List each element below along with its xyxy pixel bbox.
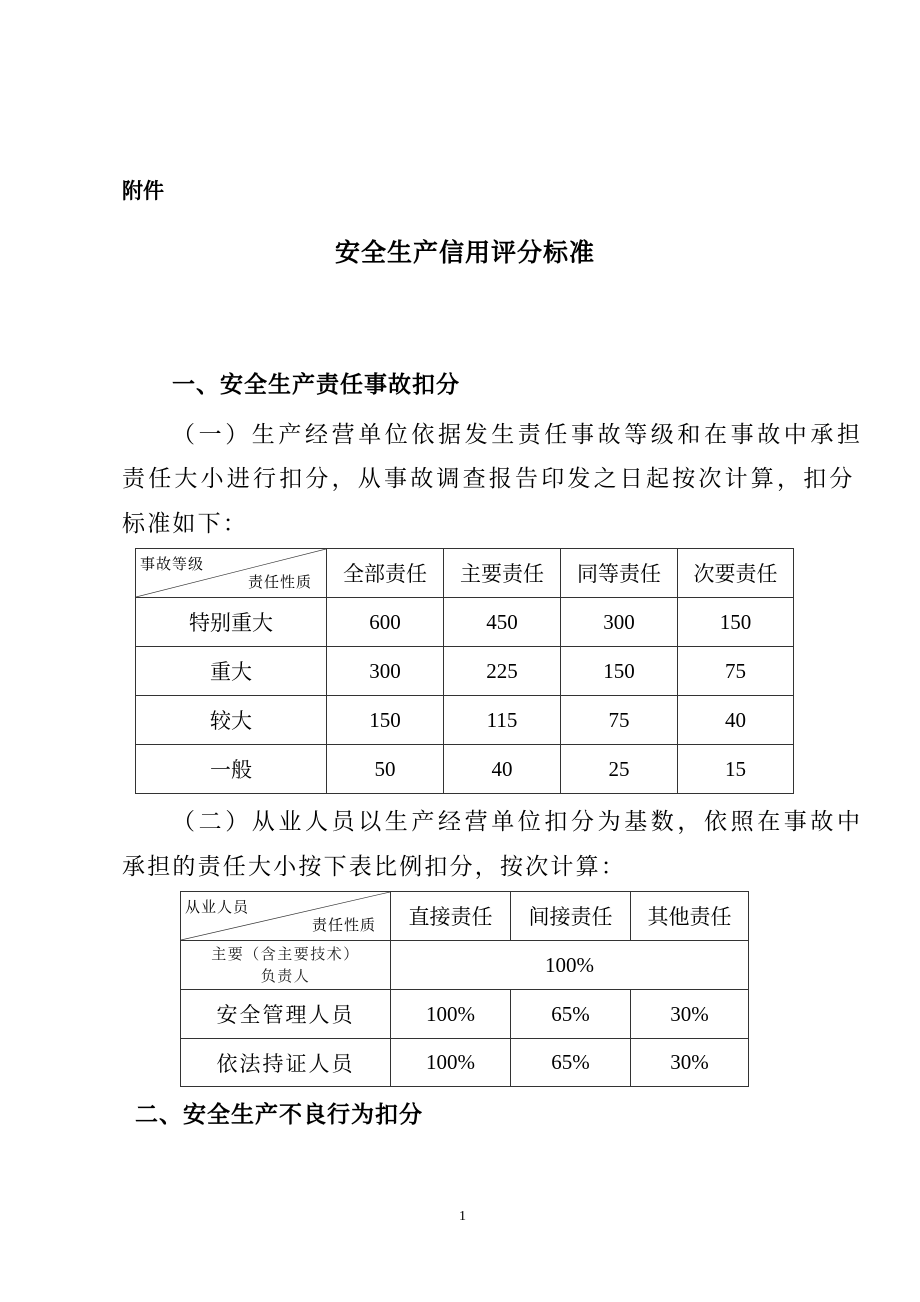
table-cell: 100% (391, 1039, 511, 1087)
merged-cell: 100% (391, 941, 749, 990)
paragraph-line: 承担的责任大小按下表比例扣分，按次计算： (122, 854, 626, 880)
row-label: 一般 (136, 745, 327, 794)
table-cell: 40 (444, 745, 561, 794)
row-axis-label: 从业人员 (185, 898, 250, 916)
personnel-ratio-table (180, 891, 749, 1087)
table-corner-header (181, 892, 391, 941)
column-axis-label: 责任性质 (247, 573, 312, 591)
column-axis-label: 责任性质 (311, 916, 376, 934)
table-cell: 30% (631, 1039, 749, 1087)
column-header: 全部责任 (327, 549, 444, 598)
accident-deduction-table (135, 548, 794, 794)
table-cell: 65% (511, 990, 631, 1039)
table-cell: 300 (561, 598, 678, 647)
table-row (181, 1039, 749, 1087)
table-cell: 115 (444, 696, 561, 745)
table-cell: 40 (678, 696, 794, 745)
table-cell: 450 (444, 598, 561, 647)
paragraph-line: 责任大小进行扣分，从事故调查报告印发之日起按次计算，扣分 (122, 466, 856, 492)
table-row (136, 696, 794, 745)
column-header: 主要责任 (444, 549, 561, 598)
column-header: 直接责任 (391, 892, 511, 941)
table-cell: 150 (561, 647, 678, 696)
row-label (181, 941, 391, 990)
table-cell: 30% (631, 990, 749, 1039)
table-row (136, 647, 794, 696)
paragraph-line: （一）生产经营单位依据发生责任事故等级和在事故中承担 (172, 422, 864, 448)
row-label-line: 负责人 (260, 967, 311, 985)
table-cell: 600 (327, 598, 444, 647)
page-title: 安全生产信用评分标准 (334, 238, 595, 267)
row-label: 依法持证人员 (181, 1039, 391, 1087)
row-label: 重大 (136, 647, 327, 696)
table-cell: 65% (511, 1039, 631, 1087)
row-label: 安全管理人员 (181, 990, 391, 1039)
row-label-line: 主要（含主要技术） (211, 945, 360, 963)
column-header: 同等责任 (561, 549, 678, 598)
paragraph-line: （二）从业人员以生产经营单位扣分为基数，依照在事故中 (172, 809, 864, 835)
table-cell: 100% (391, 990, 511, 1039)
table-cell: 75 (678, 647, 794, 696)
table-row (181, 941, 749, 990)
attachment-label: 附件 (122, 179, 164, 203)
table-cell: 25 (561, 745, 678, 794)
row-label: 特别重大 (136, 598, 327, 647)
table-row (136, 598, 794, 647)
row-label: 较大 (136, 696, 327, 745)
section1-heading: 一、安全生产责任事故扣分 (172, 372, 460, 398)
paragraph-line: 标准如下： (122, 511, 248, 537)
column-header: 次要责任 (678, 549, 794, 598)
table-row (181, 990, 749, 1039)
table-cell: 15 (678, 745, 794, 794)
section2-heading: 二、安全生产不良行为扣分 (135, 1102, 423, 1128)
table-cell: 225 (444, 647, 561, 696)
table-cell: 150 (678, 598, 794, 647)
table-cell: 50 (327, 745, 444, 794)
table-cell: 300 (327, 647, 444, 696)
table-cell: 150 (327, 696, 444, 745)
column-header: 间接责任 (511, 892, 631, 941)
page-number: 1 (459, 1209, 466, 1224)
column-header: 其他责任 (631, 892, 749, 941)
table-corner-header (136, 549, 327, 598)
row-axis-label: 事故等级 (140, 555, 205, 573)
table-cell: 75 (561, 696, 678, 745)
table-row (136, 745, 794, 794)
